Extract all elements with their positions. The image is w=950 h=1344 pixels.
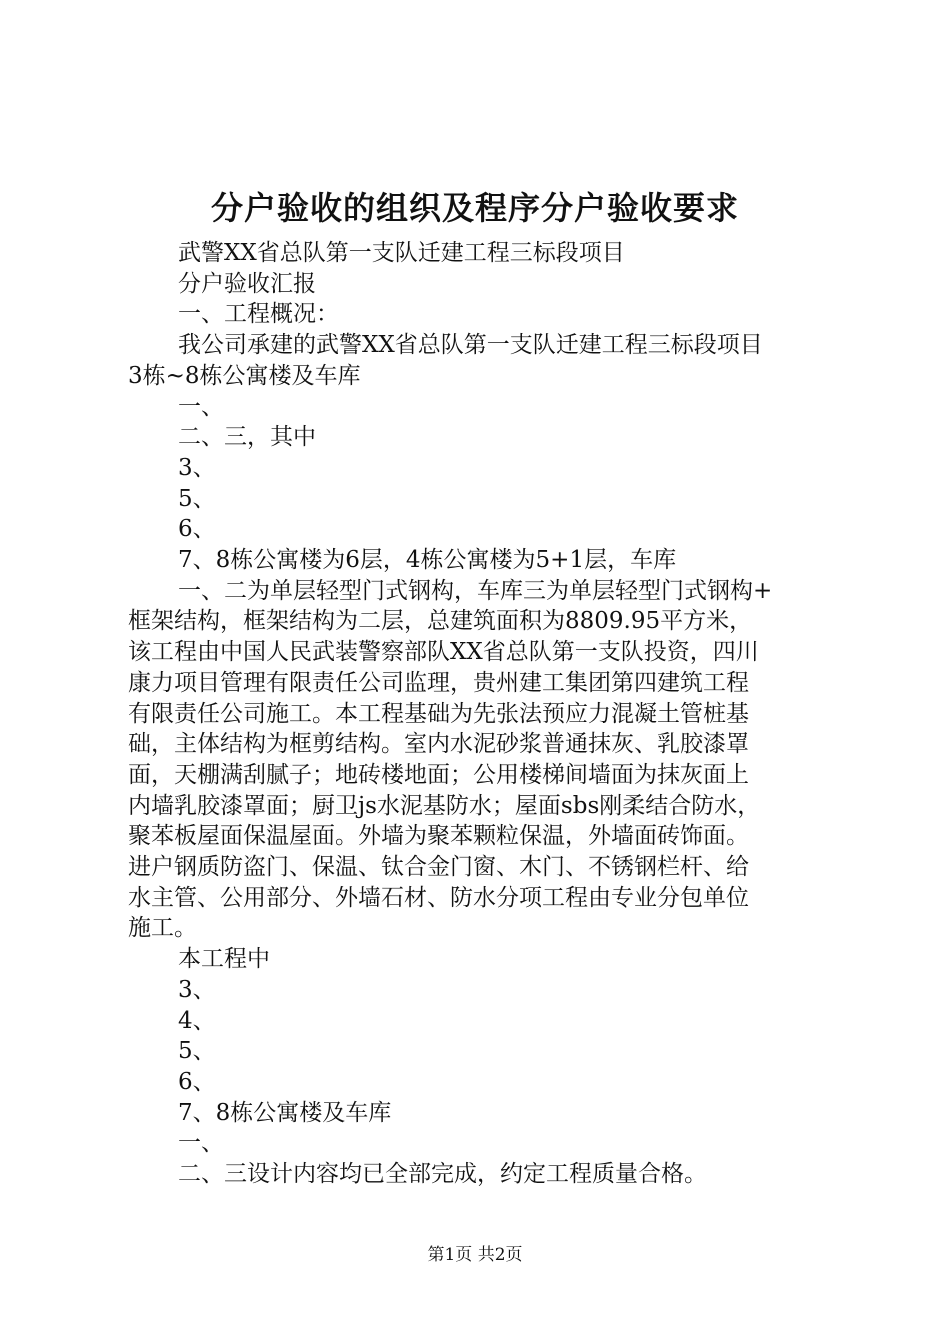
body-line: 3、 xyxy=(178,976,216,1003)
body-line: 一、工程概况： xyxy=(178,301,339,328)
body-line: 有限责任公司施工。本工程基础为先张法预应力混凝土管桩基 xyxy=(128,700,749,727)
body-line: 康力项目管理有限责任公司监理，贵州建工集团第四建筑工程 xyxy=(128,669,749,696)
body-line: 本工程中 xyxy=(178,946,270,973)
body-line: 7、8栋公寓楼及车库 xyxy=(178,1099,392,1126)
body-line: 水主管、公用部分、外墙石材、防水分项工程由专业分包单位 xyxy=(128,884,749,911)
body-line: 3、 xyxy=(178,454,216,481)
body-line: 一、 xyxy=(178,393,224,420)
body-line: 聚苯板屋面保温屋面。外墙为聚苯颗粒保温，外墙面砖饰面。 xyxy=(128,823,749,850)
body-line: 一、 xyxy=(178,1130,224,1157)
body-line: 面，天棚满刮腻子；地砖楼地面；公用楼梯间墙面为抹灰面上 xyxy=(128,761,749,788)
body-line: 3栋~8栋公寓楼及车库 xyxy=(128,362,361,389)
body-line: 4、 xyxy=(178,1007,216,1034)
body-line: 二、三，其中 xyxy=(178,424,316,451)
body-line: 二、三设计内容均已全部完成，约定工程质量合格。 xyxy=(178,1161,707,1188)
body-line: 施工。 xyxy=(128,915,197,942)
body-line: 分户验收汇报 xyxy=(178,270,316,297)
body-line: 内墙乳胶漆罩面；厨卫js水泥基防水；屋面sbs刚柔结合防水， xyxy=(128,792,761,819)
body-line: 5、 xyxy=(178,1038,216,1065)
body-line: 6、 xyxy=(178,1068,216,1095)
document-title: 分户验收的组织及程序分户验收要求 xyxy=(210,189,739,227)
body-line: 框架结构，框架结构为二层，总建筑面积为8809.95平方米， xyxy=(128,608,753,635)
body-line: 武警XX省总队第一支队迁建工程三标段项目 xyxy=(178,240,625,266)
body-line: 一、二为单层轻型门式钢构，车库三为单层轻型门式钢构+ xyxy=(178,577,773,604)
body-line: 我公司承建的武警XX省总队第一支队迁建工程三标段项目 xyxy=(178,332,763,359)
body-line: 7、8栋公寓楼为6层，4栋公寓楼为5+1层，车库 xyxy=(178,547,677,574)
page-footer: 第1页 共2页 xyxy=(427,1245,523,1265)
body-line: 6、 xyxy=(178,516,216,543)
document-body xyxy=(128,238,832,1190)
body-line: 础，主体结构为框剪结构。室内水泥砂浆普通抹灰、乳胶漆罩 xyxy=(128,731,749,758)
body-line: 该工程由中国人民武装警察部队XX省总队第一支队投资，四川 xyxy=(128,639,759,666)
body-line: 进户钢质防盗门、保温、钛合金门窗、木门、不锈钢栏杆、给 xyxy=(128,854,749,881)
body-line: 5、 xyxy=(178,485,216,512)
